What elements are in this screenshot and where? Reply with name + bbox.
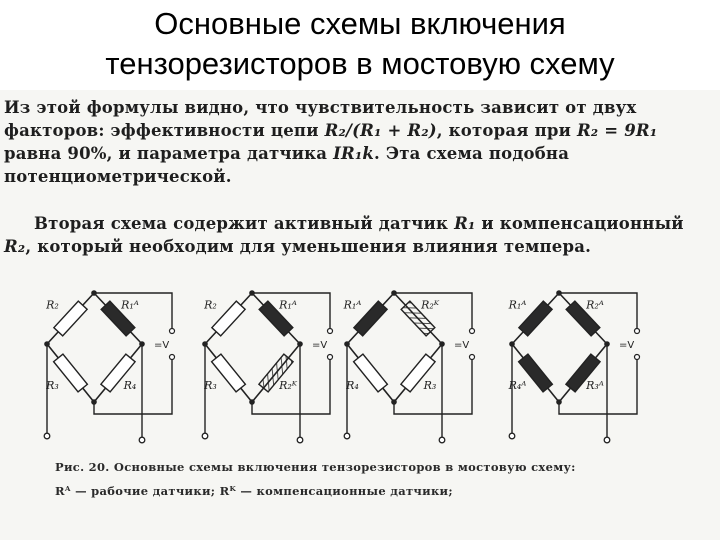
supply-terminal bbox=[328, 329, 333, 334]
resistor-label: R₂ bbox=[46, 298, 59, 312]
output-terminal bbox=[439, 437, 445, 443]
resistor-label: R₄ bbox=[346, 379, 359, 392]
resistor-label: R₄ᴬ bbox=[508, 379, 527, 392]
output-terminal bbox=[297, 437, 303, 443]
paragraph-2 bbox=[4, 212, 716, 258]
paragraph-2-text-a: Вторая схема содержит активный датчик bbox=[34, 214, 455, 233]
bridge-circuits-figure bbox=[0, 285, 720, 450]
formula-compensation-sensor: R₂ bbox=[4, 237, 26, 256]
paragraph-1-text-d: . Эта схема подобна потенциометрической. bbox=[4, 144, 570, 186]
supply-terminal bbox=[470, 355, 475, 360]
bridge-circuit-1 bbox=[44, 290, 174, 443]
resistor-label: R₁ᴬ bbox=[121, 298, 139, 312]
output-terminal bbox=[344, 433, 350, 439]
resistor-label: R₃ bbox=[204, 379, 217, 392]
resistor-label: R₂ᴷ bbox=[279, 379, 297, 392]
circuits-group bbox=[44, 290, 639, 443]
output-terminal bbox=[509, 433, 515, 439]
slide-title-line-1: Основные схемы включения bbox=[154, 6, 566, 41]
supply-terminal bbox=[470, 329, 475, 334]
paragraph-1 bbox=[4, 96, 716, 188]
output-terminal bbox=[604, 437, 610, 443]
resistor-label: R₁ᴬ bbox=[343, 298, 362, 312]
supply-terminal bbox=[635, 329, 640, 334]
paragraph-2-text-c: , который необходим для уменьшения влияния темпера. bbox=[25, 237, 592, 256]
figure-caption-line-2: Rᴬ — рабочие датчики; Rᴷ — компенсационные датчики; bbox=[55, 484, 453, 498]
formula-resistance-ratio: R₂ = 9R₁ bbox=[576, 121, 658, 140]
supply-terminal bbox=[170, 355, 175, 360]
resistor-label: R₃ bbox=[46, 379, 59, 392]
paragraph-2-text-b: и компенсационный bbox=[475, 214, 684, 233]
output-terminal bbox=[202, 433, 208, 439]
resistor-label: R₃ᴬ bbox=[586, 379, 604, 392]
supply-terminal bbox=[328, 355, 333, 360]
bridge-circuit-4 bbox=[508, 290, 640, 443]
resistor-label: R₂ bbox=[204, 298, 217, 312]
paragraph-1-text-c: равна 90%, и параметра датчика bbox=[4, 144, 334, 163]
supply-terminal bbox=[635, 355, 640, 360]
resistor-label: R₄ bbox=[123, 379, 137, 392]
supply-voltage-label: =V bbox=[154, 340, 170, 351]
slide-title bbox=[0, 4, 720, 84]
paragraph-1-text-b: , которая при bbox=[436, 121, 577, 140]
bridge-circuit-2 bbox=[202, 290, 332, 443]
resistor-label: R₂ᴬ bbox=[586, 298, 604, 312]
supply-voltage-label: =V bbox=[454, 340, 470, 351]
formula-circuit-efficiency: R₂/(R₁ + R₂) bbox=[324, 121, 437, 140]
output-terminal bbox=[44, 433, 50, 439]
formula-active-sensor: R₁ bbox=[454, 214, 476, 233]
resistor-label: R₁ᴬ bbox=[508, 298, 527, 312]
output-terminal bbox=[139, 437, 145, 443]
bridge-circuit-3 bbox=[343, 290, 475, 443]
supply-voltage-label: =V bbox=[619, 340, 635, 351]
resistor-label: R₃ bbox=[423, 379, 437, 392]
formula-sensor-parameter: IR₁k bbox=[333, 144, 375, 163]
resistor-label: R₁ᴬ bbox=[279, 298, 297, 312]
supply-voltage-label: =V bbox=[312, 340, 328, 351]
figure-caption-line-1: Рис. 20. Основные схемы включения тензорезисторов в мостовую схему: bbox=[55, 460, 576, 474]
supply-terminal bbox=[170, 329, 175, 334]
resistor-label: R₂ᴷ bbox=[421, 298, 439, 312]
paragraph-1-text-a: Из этой формулы видно, что чувствительность зависит от двух факторов: эффективности цепи bbox=[4, 98, 637, 140]
slide-title-line-2: тензорезисторов в мостовую схему bbox=[105, 46, 615, 81]
